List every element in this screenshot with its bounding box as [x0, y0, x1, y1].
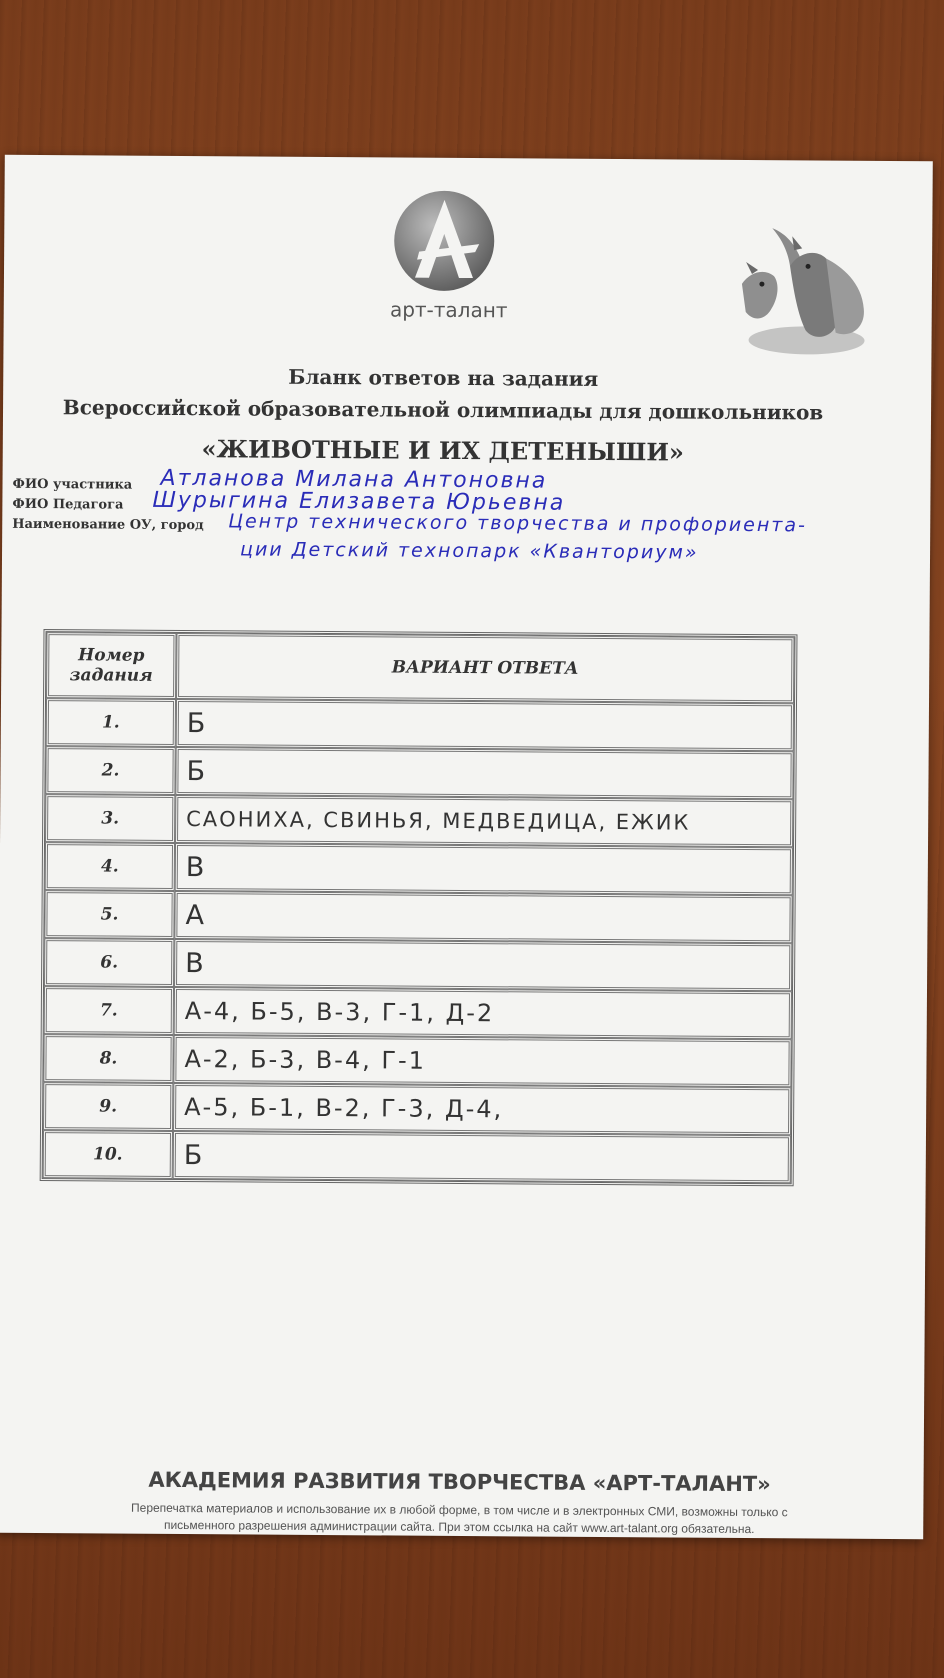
column-header-number: Номер задания [46, 632, 176, 699]
table-row [43, 1130, 791, 1183]
sheet-title-line-2: Всероссийской образовательной олимпиады для дошкольников [62, 395, 824, 425]
participant-value: Атланова Милана Антоновна [160, 465, 548, 494]
task-answer: САОНИХА, СВИНЬЯ, МЕДВЕДИЦА, ЕЖИК [175, 795, 793, 847]
task-answer: А-2, Б-3, В-4, Г-1 [173, 1035, 791, 1087]
teacher-label: ФИО Педагога [12, 496, 124, 513]
task-number: 4. [45, 842, 175, 891]
task-number: 2. [45, 746, 175, 795]
participant-label: ФИО участника [12, 476, 133, 493]
task-answer: В [174, 939, 792, 991]
task-answer: В [175, 843, 793, 895]
footer-academy-title: АКАДЕМИЯ РАЗВИТИЯ ТВОРЧЕСТВА «АРТ-ТАЛАНТ» [148, 1467, 771, 1497]
table-row [44, 986, 792, 1039]
task-number: 1. [46, 698, 176, 747]
task-number: 5. [44, 890, 174, 939]
teacher-value: Шурыгина Елизавета Юрьевна [152, 487, 566, 516]
table-row [45, 746, 793, 799]
organization-label: Наименование ОУ, город [12, 516, 204, 534]
sheet-title-line-1: Бланк ответов на задания [288, 364, 599, 391]
table-row [46, 698, 794, 751]
task-number: 10. [43, 1130, 173, 1179]
footer-note-line-1: Перепечатка материалов и использование их в любой форме, в том числе и в электронных СМИ, возможны только с [131, 1500, 788, 1520]
table-row [45, 794, 793, 847]
task-answer: Б [173, 1131, 791, 1183]
art-talant-logo-icon [389, 185, 500, 296]
task-answer: Б [175, 747, 793, 799]
olympiad-name: «ЖИВОТНЫЕ И ИХ ДЕТЕНЫШИ» [201, 434, 685, 467]
answer-sheet [0, 155, 933, 1539]
task-answer: А-4, Б-5, В-3, Г-1, Д-2 [174, 987, 792, 1039]
fox-illustration-icon [731, 222, 882, 363]
task-answer: Б [176, 699, 794, 751]
footer-copyright-note [0, 1499, 923, 1539]
table-row [44, 890, 792, 943]
task-answer: А [174, 891, 792, 943]
footer-note-line-2: письменного разрешения администрации сайта. При этом ссылка на сайт www.art-talant.org обязательна. [163, 1517, 755, 1537]
task-number: 8. [43, 1034, 173, 1083]
table-header-row [46, 632, 794, 703]
organization-value-line-2: ции Детский технопарк «Кванториум» [239, 538, 699, 564]
task-number: 6. [44, 938, 174, 987]
task-answer: А-5, Б-1, В-2, Г-3, Д-4, [173, 1083, 791, 1135]
table-row [43, 1034, 791, 1087]
brand-name: арт-талант [389, 297, 508, 323]
column-header-answer: ВАРИАНТ ОТВЕТА [176, 633, 794, 703]
table-row [44, 938, 792, 991]
table-row [45, 842, 793, 895]
table-row [43, 1082, 791, 1135]
answers-table [40, 629, 798, 1186]
task-number: 3. [45, 794, 175, 843]
organization-value-line-1: Центр технического творчества и профориента- [228, 510, 807, 537]
task-number: 9. [43, 1082, 173, 1131]
task-number: 7. [44, 986, 174, 1035]
